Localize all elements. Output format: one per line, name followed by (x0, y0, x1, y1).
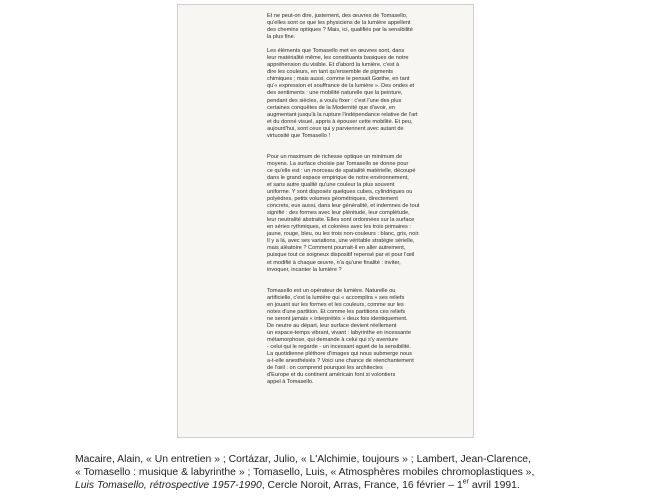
text-line: en jouant sur les formes et les couleurs, comme sur les (267, 301, 404, 308)
scanned-page (177, 4, 474, 438)
text-line: ce qu'elle est : un morceau de spatialité matérielle, découpé (267, 167, 416, 174)
text-line: la plus fine. (267, 34, 296, 41)
text-line: invoquer, incanter la lumière ? (267, 266, 342, 273)
text-line: virtuosité que Tomasello ! (267, 132, 331, 139)
text-line: dans le grand espace empirique de notre environnement, (267, 174, 409, 181)
text-line: aujourd'hui, sont ceux qui y parviennent avec autant de (267, 125, 404, 132)
paragraph-gap (267, 140, 467, 147)
paragraph-gap (267, 281, 467, 288)
text-line: mais aléatoire ? Comment pourrait-il en aller autrement, (267, 245, 406, 252)
text-line: leur matérialité même, les constituants basiques de notre (267, 55, 409, 62)
paragraph (267, 288, 467, 387)
text-line: uniforme. Y sont disposés quelques cubes, cylindriques ou (267, 189, 413, 196)
text-line: et modifié à chaque œuvre, n'a qu'une finalité : inviter, (267, 259, 401, 266)
text-line: un espace-temps vibrant, vivant : labyrinthe en incessante (267, 329, 411, 336)
text-line: en séries rythmiques, et colorées avec les trois primaires : (267, 224, 411, 231)
text-line: ne seront jamais « interprétés » deux fois identiquement. (267, 315, 408, 322)
caption-line-3 (75, 479, 595, 492)
ordinal-suffix: er (462, 478, 469, 486)
text-line: métamorphose, qui demande à celui qui s'y aventure (267, 336, 399, 343)
text-line: et du donné visuel, appris à épouser cette mobilité. Et peu, (267, 118, 413, 125)
text-line: appréhension du visible. Et d'abord la lumière, c'est à (267, 62, 400, 69)
text-line: chimiques ; mais aussi, comme le pensait Gœthe, en tant (267, 76, 410, 83)
text-line: signifié : des formes avec leur plénitude, leur complétude, (267, 210, 410, 217)
text-line: La quotidienne pléthore d'images qui nous submerge nous (267, 351, 413, 358)
paragraph (267, 48, 467, 140)
text-line: des chemins optiques ? Mais, ici, qualifiés par la sensibilité (267, 27, 413, 34)
text-line: Tomasello est un opérateur de lumière. Naturelle ou (267, 287, 396, 294)
text-line: puisque tout ce soigneux dispositif repensé par et pour l'œil (267, 252, 415, 259)
text-line: Les éléments que Tomasello met en œuvres sont, dans (267, 48, 405, 55)
text-line: qu'elles sont ce que les physiciens de la lumière appellent (267, 20, 411, 27)
paragraph (267, 154, 467, 274)
text-line: de l'œil : on comprend pourquoi les architectes (267, 365, 383, 372)
catalog-title: Luis Tomasello, rétrospective 1957-1990 (75, 480, 262, 491)
text-line: polyèdres, petits volumes géométriques, directement (267, 196, 398, 203)
caption (75, 453, 595, 492)
text-line: notes d'une partition. Et comme les partitions ces reliefs (267, 308, 406, 315)
page-text (267, 13, 467, 386)
caption-details: , Cercle Noroit, Arras, France, 16 février – 1 (261, 480, 463, 491)
text-line: moyens. La surface choisie par Tomasello se donne pour (267, 160, 409, 167)
caption-line-1: Macaire, Alain, « Un entretien » ; Cortázar, Julio, « L'Alchimie, toujours » ; Lambert, Jean-Clarence, (75, 454, 531, 465)
text-line: concrets, eux aussi, dans leur généralité, et indemnes de tout (267, 203, 420, 210)
text-line: Pour un maximum de richesse optique un minimum de (267, 153, 403, 160)
text-line: pendant des siècles, a voulu fixer : c'est l'une des plus (267, 97, 402, 104)
text-line: artificielle, c'est la lumière qui « accomplira » ses reliefs (267, 294, 405, 301)
text-line: et sans autre qualité qu'une couleur la plus souvent (267, 181, 395, 188)
text-line: appel à Tomasello. (267, 379, 314, 386)
caption-details-end: avril 1991. (468, 480, 520, 491)
text-line: Il y a là, avec ses variations, une véritable stratégie sérielle, (267, 238, 415, 245)
text-line: dire les couleurs, en tant qu'ensemble de pigments (267, 69, 394, 76)
paragraph-gap (267, 274, 467, 281)
text-line: d'Europe et du continent américain font si volontiers (267, 372, 396, 379)
text-line: - celui qui le regarde - un incessant aguet de la sensibilité. (267, 343, 411, 350)
text-line: a-t-elle anesthésiés ? Voici une chance de réenchantement (267, 358, 414, 365)
text-line: De neutre au départ, leur surface devient réellement (267, 322, 397, 329)
paragraph-gap (267, 147, 467, 154)
text-line: qu'« expression et souffrance de la lumière ». Des ondes et (267, 83, 415, 90)
text-line: leur neutralité abstraite. Elles sont ordonnées sur la surface (267, 217, 415, 224)
text-line: des sentiments : une mobilité naturelle que la peinture, (267, 90, 403, 97)
paragraph (267, 13, 467, 41)
text-line: Et ne peut-on dire, justement, des œuvres de Tomasello, (267, 13, 408, 19)
text-line: augmentant jusqu'à la rupture l'indépendance relative de l'art (267, 111, 418, 118)
text-line: jaune, rouge, bleu, ou les trois non-couleurs : blanc, gris, noir. (267, 231, 420, 238)
paragraph-gap (267, 41, 467, 48)
text-line: certaines conquêtes de la Modernité que d'avoir, en (267, 104, 395, 111)
caption-line-2: « Tomasello : musique & labyrinthe » ; Tomasello, Luis, « Atmosphères mobiles chromoplastiques », (75, 467, 535, 478)
